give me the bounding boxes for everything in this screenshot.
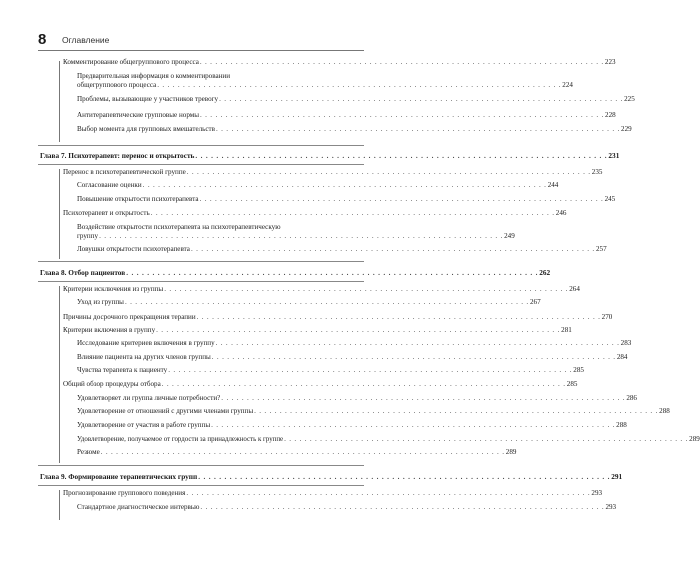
toc-entry-page: 244 xyxy=(547,181,559,189)
dot-leader: . . . . . . . . . . . . . . . . . . . . . . . . . . . . . . . . . . . . . . . . . . . . . . . . . . . . . . . . . . . . . . . . . . . . . . . . . . . . . . . xyxy=(211,421,616,429)
dot-leader: . . . . . . . . . . . . . . . . . . . . . . . . . . . . . . . . . . . . . . . . . . . . . . . . . . . . . . . . . . . . . . . . . . . . . . . . . . . . . . . xyxy=(195,151,608,160)
toc-chapter-title: Глава 8. Отбор пациентов xyxy=(40,268,126,277)
toc-entry[interactable] xyxy=(77,72,573,89)
dot-leader: . . . . . . . . . . . . . . . . . . . . . . . . . . . . . . . . . . . . . . . . . . . . . . . . . . . . . . . . . . . . . . . . . . . . . . . . . . . . . . . xyxy=(211,353,616,361)
toc-entry-page: 229 xyxy=(621,125,632,133)
toc-chapter-title: Глава 9. Формирование терапевтических групп xyxy=(40,472,198,481)
dot-leader: . . . . . . . . . . . . . . . . . . . . . . . . . . . . . . . . . . . . . . . . . . . . . . . . . . . . . . . . . . . . . . . . . . . . . . . . . . . . . . . xyxy=(126,268,539,277)
toc-entry[interactable] xyxy=(77,181,559,190)
toc-entry-title: Перенос в психотерапевтической группе xyxy=(63,168,186,176)
toc-entry-page: 235 xyxy=(591,168,603,176)
toc-chapter-title: Глава 7. Психотерапевт: перенос и открытость xyxy=(40,151,195,160)
dot-leader: . . . . . . . . . . . . . . . . . . . . . . . . . . . . . . . . . . . . . . . . . . . . . . . . . . . . . . . . . . . . . . . . . . . . . . . . . . . . . . . xyxy=(186,489,591,497)
toc-entry-page: 284 xyxy=(616,353,628,361)
page-number: 8 xyxy=(38,31,47,48)
dot-leader: . . . . . . . . . . . . . . . . . . . . . . . . . . . . . . . . . . . . . . . . . . . . . . . . . . . . . . . . . . . . . . . . . . . . . . . . . . . . . . . xyxy=(124,298,529,306)
dot-leader: . . . . . . . . . . . . . . . . . . . . . . . . . . . . . . . . . . . . . . . . . . . . . . . . . . . . . . . . . . . . . . . . . . . . . . . . . . . . . . . xyxy=(219,95,624,103)
dot-leader: . . . . . . . . . . . . . . . . . . . . . . . . . . . . . . . . . . . . . . . . . . . . . . . . . . . . . . . . . . . . . . . . . . . . . . . . . . . . . . . xyxy=(198,472,611,481)
toc-entry-title: Причины досрочного прекращения терапии xyxy=(63,313,196,321)
dot-leader: . . . . . . . . . . . . . . . . . . . . . . . . . . . . . . . . . . . . . . . . . . . . . . . . . . . . . . . . . . . . . . . . . . . . . . . . . . . . . . . xyxy=(216,125,621,133)
dot-leader: . . . . . . . . . . . . . . . . . . . . . . . . . . . . . . . . . . . . . . . . . . . . . . . . . . . . . . . . . . . . . . . . . . . . . . . . . . . . . . . xyxy=(99,231,504,240)
toc-entry[interactable] xyxy=(77,394,637,403)
toc-entry-page: 245 xyxy=(604,195,616,203)
toc-entry[interactable] xyxy=(77,223,515,240)
dot-leader: . . . . . . . . . . . . . . . . . . . . . . . . . . . . . . . . . . . . . . . . . . . . . . . . . . . . . . . . . . . . . . . . . . . . . . . . . . . . . . . xyxy=(196,313,601,321)
toc-entry[interactable] xyxy=(77,435,700,445)
toc-entry-title: Влияние пациента на других членов группы xyxy=(77,353,211,361)
toc-entry-page: 249 xyxy=(504,231,515,240)
toc-entry[interactable] xyxy=(63,168,603,177)
toc-entry-page: 246 xyxy=(555,209,567,217)
toc-entry-page: 285 xyxy=(566,380,578,388)
toc-entry[interactable] xyxy=(63,380,578,389)
toc-entry-page: 293 xyxy=(605,503,617,511)
toc-entry[interactable] xyxy=(63,209,567,218)
header-divider xyxy=(38,50,364,51)
toc-chapter-page: 291 xyxy=(611,472,623,481)
toc-entry-title: Критерии исключения из группы xyxy=(63,285,164,293)
chapter-divider xyxy=(38,465,364,466)
toc-entry-title: Прогнозирование группового поведения xyxy=(63,489,186,497)
toc-entry-title: Психотерапевт и открытость xyxy=(63,209,150,217)
dot-leader: . . . . . . . . . . . . . . . . . . . . . . . . . . . . . . . . . . . . . . . . . . . . . . . . . . . . . . . . . . . . . . . . . . . . . . . . . . . . . . . xyxy=(150,209,555,217)
dot-leader: . . . . . . . . . . . . . . . . . . . . . . . . . . . . . . . . . . . . . . . . . . . . . . . . . . . . . . . . . . . . . . . . . . . . . . . . . . . . . . . xyxy=(156,326,561,334)
toc-entry[interactable] xyxy=(63,58,616,67)
toc-entry-page: 286 xyxy=(626,394,637,402)
toc-entry-title: Исследование критериев включения в группу xyxy=(77,339,215,347)
toc-entry[interactable] xyxy=(77,339,632,348)
toc-chapter-9[interactable] xyxy=(40,472,623,482)
toc-entry-title: Проблемы, вызывающие у участников тревогу xyxy=(77,95,219,103)
toc-entry-title: Антитерапевтические групповые нормы xyxy=(77,111,200,119)
toc-entry-page: 288 xyxy=(616,421,627,429)
toc-entry[interactable] xyxy=(77,503,617,512)
toc-entry-page: 223 xyxy=(604,58,616,66)
toc-entry[interactable] xyxy=(77,421,627,430)
section-bar xyxy=(59,286,60,463)
toc-entry-page: 264 xyxy=(569,285,580,293)
dot-leader: . . . . . . . . . . . . . . . . . . . . . . . . . . . . . . . . . . . . . . . . . . . . . . . . . . . . . . . . . . . . . . . . . . . . . . . . . . . . . . . xyxy=(284,435,689,443)
toc-entry[interactable] xyxy=(77,111,616,120)
toc-chapter-7[interactable] xyxy=(40,151,620,161)
toc-entry[interactable] xyxy=(63,489,603,498)
toc-entry-title: Критерии включения в группу xyxy=(63,326,156,334)
toc-entry-page: 270 xyxy=(601,313,613,321)
toc-entry-title: Уход из группы xyxy=(77,298,124,306)
toc-chapter-page: 262 xyxy=(539,268,551,277)
toc-entry-page: 289 xyxy=(689,435,700,443)
dot-leader: . . . . . . . . . . . . . . . . . . . . . . . . . . . . . . . . . . . . . . . . . . . . . . . . . . . . . . . . . . . . . . . . . . . . . . . . . . . . . . . xyxy=(221,394,626,402)
toc-entry[interactable] xyxy=(77,95,635,104)
toc-entry-title: Удовлетворение от участия в работе группы xyxy=(77,421,211,429)
toc-entry-title-line1: Предварительная информация о комментировании xyxy=(77,72,231,80)
toc-entry-title: Повышение открытости психотерапевта xyxy=(77,195,199,203)
section-bar xyxy=(59,490,60,520)
toc-entry-page: 224 xyxy=(562,80,573,89)
toc-entry-title: Удовлетворение, получаемое от гордости за принадлежность к группе xyxy=(77,436,284,443)
toc-entry[interactable] xyxy=(77,448,517,457)
toc-entry[interactable] xyxy=(63,313,613,322)
toc-entry[interactable] xyxy=(63,326,572,335)
section-bar xyxy=(59,61,60,142)
toc-entry-page: 293 xyxy=(591,489,603,497)
toc-entry[interactable] xyxy=(77,407,670,416)
toc-entry-title: Ловушки открытости психотерапевта xyxy=(77,245,190,253)
toc-entry-title: Удовлетворение от отношений с другими членами группы xyxy=(77,407,254,415)
toc-entry-title: Общий обзор процедуры отбора xyxy=(63,380,161,388)
toc-chapter-8[interactable] xyxy=(40,268,551,278)
toc-entry-page: 257 xyxy=(595,245,607,253)
toc-entry[interactable] xyxy=(77,298,541,307)
dot-leader: . . . . . . . . . . . . . . . . . . . . . . . . . . . . . . . . . . . . . . . . . . . . . . . . . . . . . . . . . . . . . . . . . . . . . . . . . . . . . . . xyxy=(161,380,566,388)
toc-entry-title: Выбор момента для групповых вмешательств xyxy=(77,125,216,133)
toc-entry-title: Чувства терапевта к пациенту xyxy=(77,366,168,374)
chapter-divider xyxy=(38,485,364,486)
toc-entry[interactable] xyxy=(77,195,616,204)
dot-leader: . . . . . . . . . . . . . . . . . . . . . . . . . . . . . . . . . . . . . . . . . . . . . . . . . . . . . . . . . . . . . . . . . . . . . . . . . . . . . . . xyxy=(199,195,604,203)
toc-entry-page: 281 xyxy=(561,326,572,334)
toc-entry-page: 228 xyxy=(605,111,616,119)
toc-entry[interactable] xyxy=(63,285,580,294)
dot-leader: . . . . . . . . . . . . . . . . . . . . . . . . . . . . . . . . . . . . . . . . . . . . . . . . . . . . . . . . . . . . . . . . . . . . . . . . . . . . . . . xyxy=(157,80,562,89)
running-title: Оглавление xyxy=(62,35,110,45)
dot-leader: . . . . . . . . . . . . . . . . . . . . . . . . . . . . . . . . . . . . . . . . . . . . . . . . . . . . . . . . . . . . . . . . . . . . . . . . . . . . . . . xyxy=(100,448,505,456)
toc-entry[interactable] xyxy=(77,353,628,362)
chapter-divider xyxy=(38,164,364,165)
dot-leader: . . . . . . . . . . . . . . . . . . . . . . . . . . . . . . . . . . . . . . . . . . . . . . . . . . . . . . . . . . . . . . . . . . . . . . . . . . . . . . . xyxy=(215,339,620,347)
chapter-divider xyxy=(38,261,364,262)
toc-entry-title: Стандартное диагностическое интервью xyxy=(77,503,200,511)
toc-entry-title: группу xyxy=(77,231,99,240)
toc-entry-page: 225 xyxy=(624,95,635,103)
dot-leader: . . . . . . . . . . . . . . . . . . . . . . . . . . . . . . . . . . . . . . . . . . . . . . . . . . . . . . . . . . . . . . . . . . . . . . . . . . . . . . . xyxy=(168,366,573,374)
dot-leader: . . . . . . . . . . . . . . . . . . . . . . . . . . . . . . . . . . . . . . . . . . . . . . . . . . . . . . . . . . . . . . . . . . . . . . . . . . . . . . . xyxy=(164,285,569,293)
section-bar xyxy=(59,169,60,259)
toc-entry-title: общегруппового процесса xyxy=(77,80,157,89)
toc-entry-page: 288 xyxy=(659,407,670,415)
toc-entry-title: Резюме xyxy=(77,448,100,456)
toc-entry-page: 267 xyxy=(530,298,541,306)
toc-entry-page: 289 xyxy=(505,448,517,456)
dot-leader: . . . . . . . . . . . . . . . . . . . . . . . . . . . . . . . . . . . . . . . . . . . . . . . . . . . . . . . . . . . . . . . . . . . . . . . . . . . . . . . xyxy=(254,407,659,415)
chapter-divider xyxy=(38,281,364,282)
toc-entry[interactable] xyxy=(77,245,607,254)
toc-entry-title: Комментирование общегруппового процесса xyxy=(63,58,199,66)
toc-entry-title: Удовлетворяет ли группа личные потребности? xyxy=(77,394,221,402)
toc-entry-page: 285 xyxy=(573,366,584,374)
dot-leader: . . . . . . . . . . . . . . . . . . . . . . . . . . . . . . . . . . . . . . . . . . . . . . . . . . . . . . . . . . . . . . . . . . . . . . . . . . . . . . . xyxy=(190,245,595,253)
toc-entry-title: Согласование оценки xyxy=(77,181,142,189)
toc-entry-title-line1: Воздействие открытости психотерапевта на психотерапевтическую xyxy=(77,223,281,231)
dot-leader: . . . . . . . . . . . . . . . . . . . . . . . . . . . . . . . . . . . . . . . . . . . . . . . . . . . . . . . . . . . . . . . . . . . . . . . . . . . . . . . xyxy=(200,503,605,511)
dot-leader: . . . . . . . . . . . . . . . . . . . . . . . . . . . . . . . . . . . . . . . . . . . . . . . . . . . . . . . . . . . . . . . . . . . . . . . . . . . . . . . xyxy=(142,181,547,189)
dot-leader: . . . . . . . . . . . . . . . . . . . . . . . . . . . . . . . . . . . . . . . . . . . . . . . . . . . . . . . . . . . . . . . . . . . . . . . . . . . . . . . xyxy=(199,58,604,66)
toc-entry[interactable] xyxy=(77,125,632,134)
toc-entry-page: 283 xyxy=(620,339,632,347)
chapter-divider xyxy=(38,145,364,146)
dot-leader: . . . . . . . . . . . . . . . . . . . . . . . . . . . . . . . . . . . . . . . . . . . . . . . . . . . . . . . . . . . . . . . . . . . . . . . . . . . . . . . xyxy=(186,168,591,176)
dot-leader: . . . . . . . . . . . . . . . . . . . . . . . . . . . . . . . . . . . . . . . . . . . . . . . . . . . . . . . . . . . . . . . . . . . . . . . . . . . . . . . xyxy=(200,111,605,119)
toc-entry[interactable] xyxy=(77,366,584,375)
toc-chapter-page: 231 xyxy=(608,151,620,160)
